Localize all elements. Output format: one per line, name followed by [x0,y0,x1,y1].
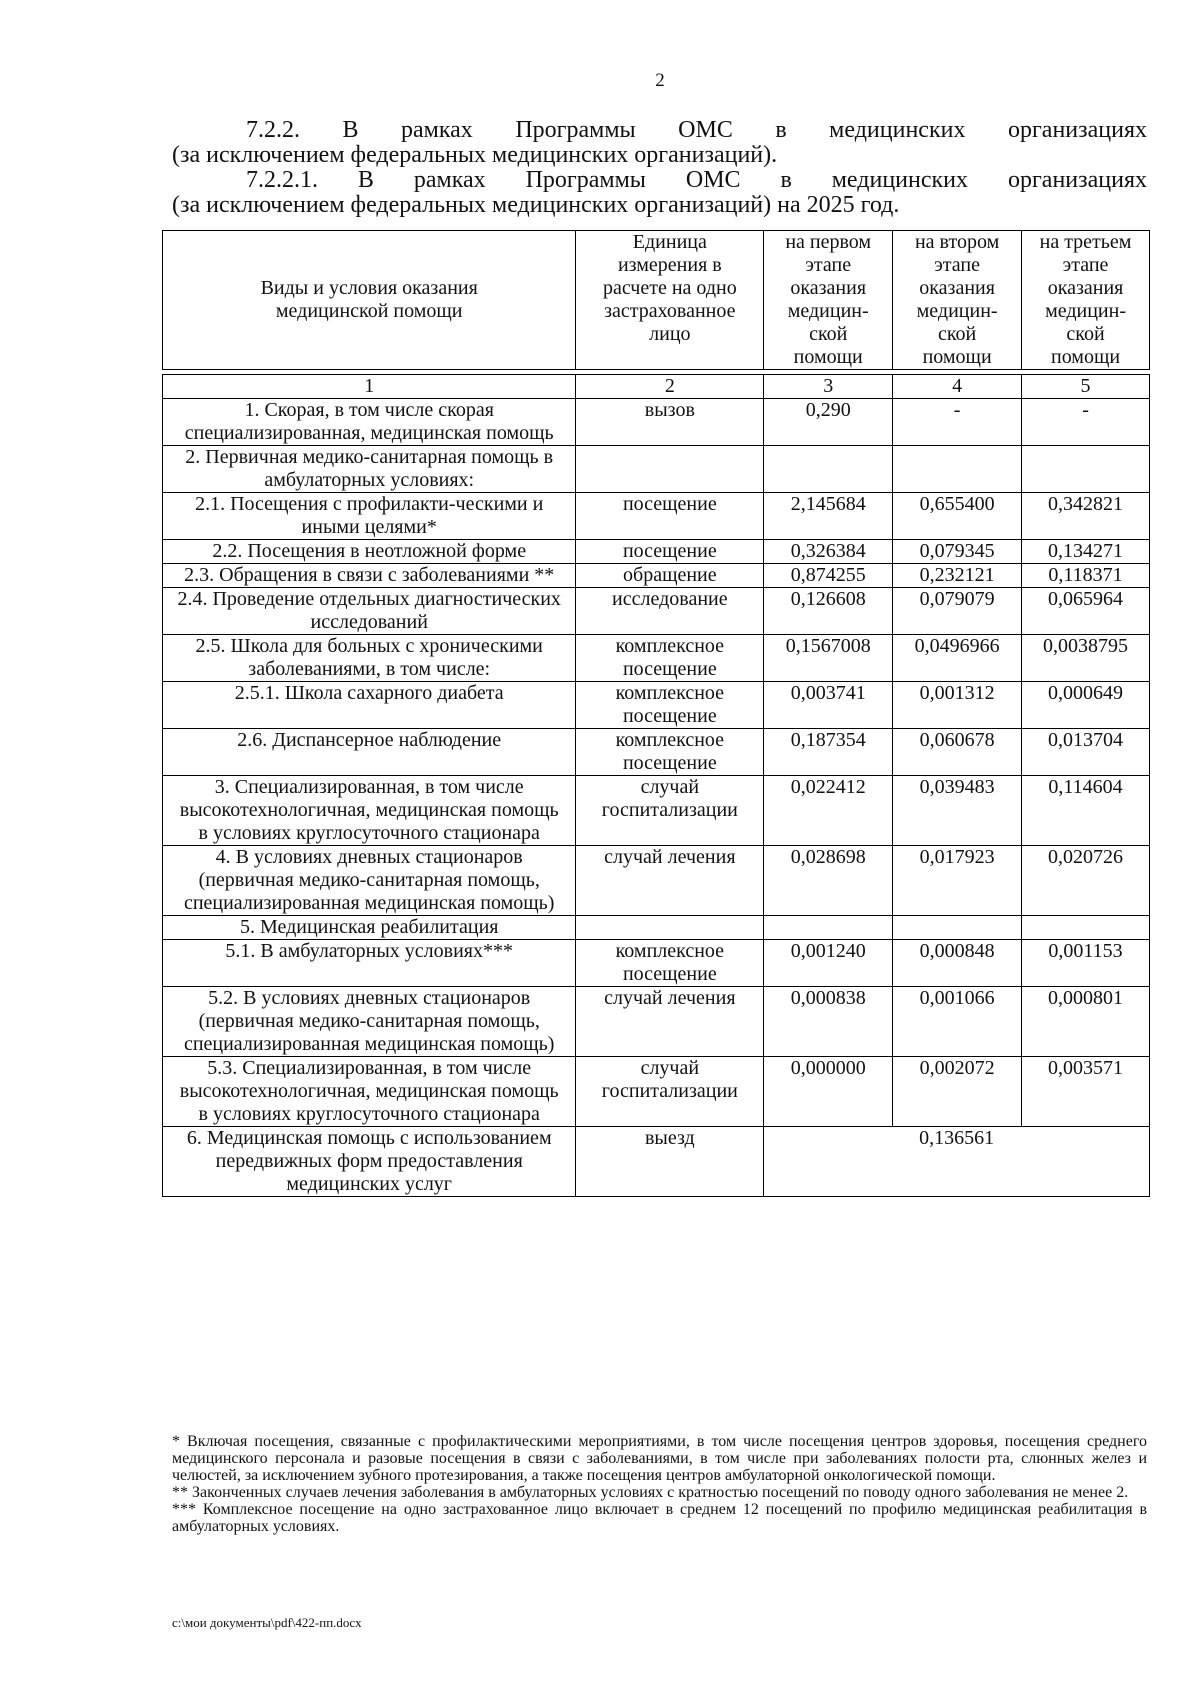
value-cell-stage-1: 2,145684 [764,493,893,540]
value-cell-stage-2: - [893,399,1022,446]
heading-line: 7.2.2. В рамках Программы ОМС в медицинских организациях [246,117,1147,143]
footnotes [172,1433,1147,1535]
unit-cell: обращение [576,564,764,588]
value-cell-stage-3: 0,000801 [1022,987,1150,1057]
unit-cell [576,916,764,940]
table-row [163,635,1150,682]
value-cell-stage-3: 0,013704 [1022,729,1150,776]
care-type-cell: 5.3. Специализированная, в том числе высокотехнологичная, медицинская помощь в условиях круглосуточного стационара [163,1057,576,1127]
footnote: *** Комплексное посещение на одно застрахованное лицо включает в среднем 12 посещений по профилю медицинская реабилитация в амбулаторных условиях. [172,1501,1147,1535]
care-type-cell: 2. Первичная медико-санитарная помощь в амбулаторных условиях: [163,446,576,493]
value-cell-stage-2: 0,001066 [893,987,1022,1057]
value-cell-stage-1: 0,000838 [764,987,893,1057]
heading-line: (за исключением федеральных медицинских организаций). [172,142,778,168]
heading-line: 7.2.2.1. В рамках Программы ОМС в медицинских организациях [246,167,1147,193]
unit-cell: комплексное посещение [576,729,764,776]
table-row [163,588,1150,635]
unit-cell: случай лечения [576,987,764,1057]
header-stage-1: на первом этапе оказания медицин-ской помощи [764,231,893,370]
value-cell-stage-2: 0,017923 [893,846,1022,916]
value-cell-stage-1: 0,126608 [764,588,893,635]
care-type-cell: 2.6. Диспансерное наблюдение [163,729,576,776]
unit-cell: случай госпитализации [576,776,764,846]
care-type-cell: 2.4. Проведение отдельных диагностических исследований [163,588,576,635]
table-row [163,776,1150,846]
value-cell-stage-2: 0,060678 [893,729,1022,776]
value-cell-stage-1: 0,290 [764,399,893,446]
care-type-cell: 5.1. В амбулаторных условиях*** [163,940,576,987]
care-type-cell: 5. Медицинская реабилитация [163,916,576,940]
table-row [163,846,1150,916]
value-cell-stage-1: 0,022412 [764,776,893,846]
value-cell-combined: 0,136561 [764,1127,1150,1197]
unit-cell [576,446,764,493]
value-cell-stage-3: 0,114604 [1022,776,1150,846]
table-row [163,564,1150,588]
header-stage-3: на третьем этапе оказания медицин-ской помощи [1022,231,1150,370]
footnote: ** Законченных случаев лечения заболевания в амбулаторных условиях с кратностью посещений по поводу одного заболевания не менее 2. [172,1484,1129,1501]
page-number: 2 [655,70,665,91]
heading-line: (за исключением федеральных медицинских организаций) на 2025 год. [172,192,900,218]
value-cell-stage-1: 0,874255 [764,564,893,588]
care-type-cell: 2.2. Посещения в неотложной форме [163,540,576,564]
care-type-cell: 6. Медицинская помощь с использованием передвижных форм предоставления медицинских услуг [163,1127,576,1197]
value-cell-stage-1: 0,001240 [764,940,893,987]
care-type-cell: 1. Скорая, в том числе скорая специализированная, медицинская помощь [163,399,576,446]
care-type-cell: 2.5. Школа для больных с хроническими заболеваниями, в том числе: [163,635,576,682]
value-cell-stage-3: 0,020726 [1022,846,1150,916]
table-row [163,1127,1150,1197]
table-row [163,916,1150,940]
unit-cell: посещение [576,493,764,540]
care-type-cell: 4. В условиях дневных стационаров (первичная медико-санитарная помощь, специализированная медицинская помощь) [163,846,576,916]
value-cell-stage-3: - [1022,399,1150,446]
table-row [163,940,1150,987]
value-cell-stage-2 [893,916,1022,940]
header-unit: Единица измерения в расчете на одно застрахованное лицо [576,231,764,370]
value-cell-stage-2: 0,0496966 [893,635,1022,682]
table-header-row [163,231,1150,370]
value-cell-stage-3: 0,342821 [1022,493,1150,540]
value-cell-stage-1: 0,187354 [764,729,893,776]
value-cell-stage-1 [764,916,893,940]
column-number: 2 [576,375,764,399]
value-cell-stage-1: 0,028698 [764,846,893,916]
unit-cell: вызов [576,399,764,446]
care-type-cell: 3. Специализированная, в том числе высокотехнологичная, медицинская помощь в условиях круглосуточного стационара [163,776,576,846]
care-type-cell: 2.3. Обращения в связи с заболеваниями ** [163,564,576,588]
unit-cell: комплексное посещение [576,635,764,682]
table-body [163,399,1150,1127]
value-cell-stage-3: 0,0038795 [1022,635,1150,682]
table-row [163,682,1150,729]
care-type-cell: 2.5.1. Школа сахарного диабета [163,682,576,729]
column-number: 5 [1022,375,1150,399]
table-row [163,540,1150,564]
value-cell-stage-3 [1022,446,1150,493]
value-cell-stage-3: 0,118371 [1022,564,1150,588]
value-cell-stage-3: 0,065964 [1022,588,1150,635]
table-row [163,729,1150,776]
unit-cell: исследование [576,588,764,635]
header-care-type: Виды и условия оказания медицинской помощи [163,231,576,370]
column-number: 4 [893,375,1022,399]
value-cell-stage-1: 0,003741 [764,682,893,729]
section-heading-7-2-2-1 [172,168,1147,218]
footnote: * Включая посещения, связанные с профилактическими мероприятиями, в том числе посещения центров здоровья, посещения среднего медицинского персонала и разовые посещения в связи с заболеваниями, в том числе при заболеваниях полости рта, слюнных желез и челюстей, за исключением зубного протезирования, а также посещения центров амбулаторной онкологической помощи. [172,1433,1147,1484]
value-cell-stage-1: 0,000000 [764,1057,893,1127]
value-cell-stage-1: 0,326384 [764,540,893,564]
table-row [163,493,1150,540]
unit-cell: посещение [576,540,764,564]
table-row [163,446,1150,493]
care-type-cell: 5.2. В условиях дневных стационаров (первичная медико-санитарная помощь, специализированная медицинская помощь) [163,987,576,1057]
table-row [163,1057,1150,1127]
value-cell-stage-3: 0,001153 [1022,940,1150,987]
value-cell-stage-3: 0,134271 [1022,540,1150,564]
medical-care-volume-table [162,230,1150,1197]
unit-cell: комплексное посещение [576,682,764,729]
header-stage-2: на втором этапе оказания медицин-ской помощи [893,231,1022,370]
value-cell-stage-2: 0,001312 [893,682,1022,729]
value-cell-stage-2: 0,232121 [893,564,1022,588]
value-cell-stage-2: 0,079079 [893,588,1022,635]
value-cell-stage-2: 0,000848 [893,940,1022,987]
document-file-path: c:\мои документы\pdf\422-пп.docx [172,1615,362,1630]
table-row [163,399,1150,446]
value-cell-stage-2: 0,002072 [893,1057,1022,1127]
value-cell-stage-3: 0,000649 [1022,682,1150,729]
table-row [163,987,1150,1057]
care-type-cell: 2.1. Посещения с профилакти-ческими и иными целями* [163,493,576,540]
unit-cell: комплексное посещение [576,940,764,987]
value-cell-stage-2 [893,446,1022,493]
value-cell-stage-2: 0,039483 [893,776,1022,846]
value-cell-stage-3: 0,003571 [1022,1057,1150,1127]
column-number-row [163,375,1150,399]
value-cell-stage-2: 0,079345 [893,540,1022,564]
unit-cell: выезд [576,1127,764,1197]
value-cell-stage-1 [764,446,893,493]
unit-cell: случай госпитализации [576,1057,764,1127]
column-number: 3 [764,375,893,399]
column-number: 1 [163,375,576,399]
value-cell-stage-3 [1022,916,1150,940]
section-heading-7-2-2 [172,118,1147,168]
value-cell-stage-1: 0,1567008 [764,635,893,682]
value-cell-stage-2: 0,655400 [893,493,1022,540]
unit-cell: случай лечения [576,846,764,916]
